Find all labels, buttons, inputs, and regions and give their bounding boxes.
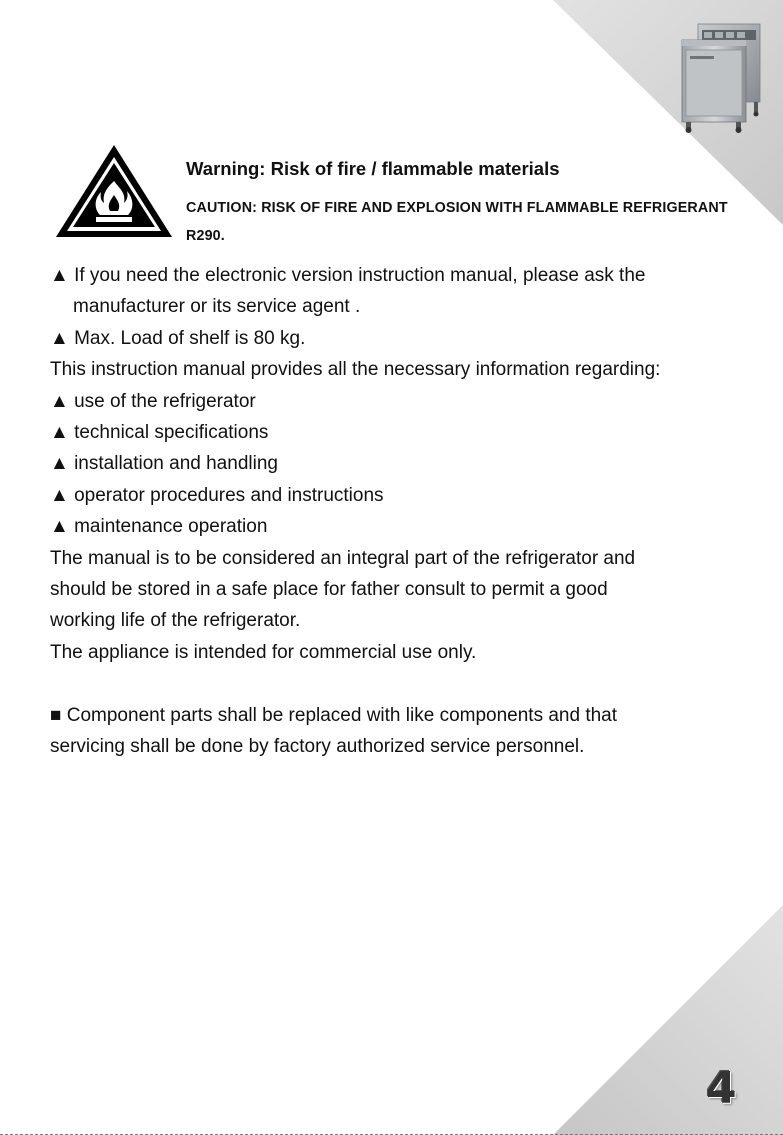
max-load-note: ▲ Max. Load of shelf is 80 kg. [50,327,306,349]
topic-item: ▲ installation and handling [50,453,278,475]
topic-item: ▲ use of the refrigerator [50,390,256,412]
corner-decoration-bottom [553,905,783,1135]
paragraph-spacer [50,668,750,699]
caution-text: CAUTION: RISK OF FIRE AND EXPLOSION WITH FLAMMABLE REFRIGERANT R290. [186,200,728,244]
manual-statement-line: The manual is to be considered an integral part of the refrigerator and [50,547,636,569]
manual-statement-line: working life of the refrigerator. [50,610,301,632]
manual-statement-line: should be stored in a safe place for father consult to permit a good [50,579,608,601]
topic-item: ▲ technical specifications [50,422,269,444]
service-note-line: ■ Component parts shall be replaced with like components and that [50,704,618,726]
instruction-body [50,260,750,762]
manual-intro: This instruction manual provides all the necessary information regarding: [50,359,661,381]
electronic-manual-note: ▲ If you need the electronic version instruction manual, please ask the [50,265,646,286]
electronic-manual-note-cont: manufacturer or its service agent . [73,296,361,318]
topic-item: ▲ maintenance operation [50,516,268,538]
flammable-warning-icon [54,143,174,239]
refrigerator-image [668,22,764,134]
page-number: 4 [706,1063,737,1114]
warning-title: Warning: Risk of fire / flammable materials [186,158,560,179]
service-note-line: servicing shall be done by factory authorized service personnel. [50,736,585,758]
topic-item: ▲ operator procedures and instructions [50,484,384,506]
commercial-use-note: The appliance is intended for commercial use only. [50,641,477,663]
